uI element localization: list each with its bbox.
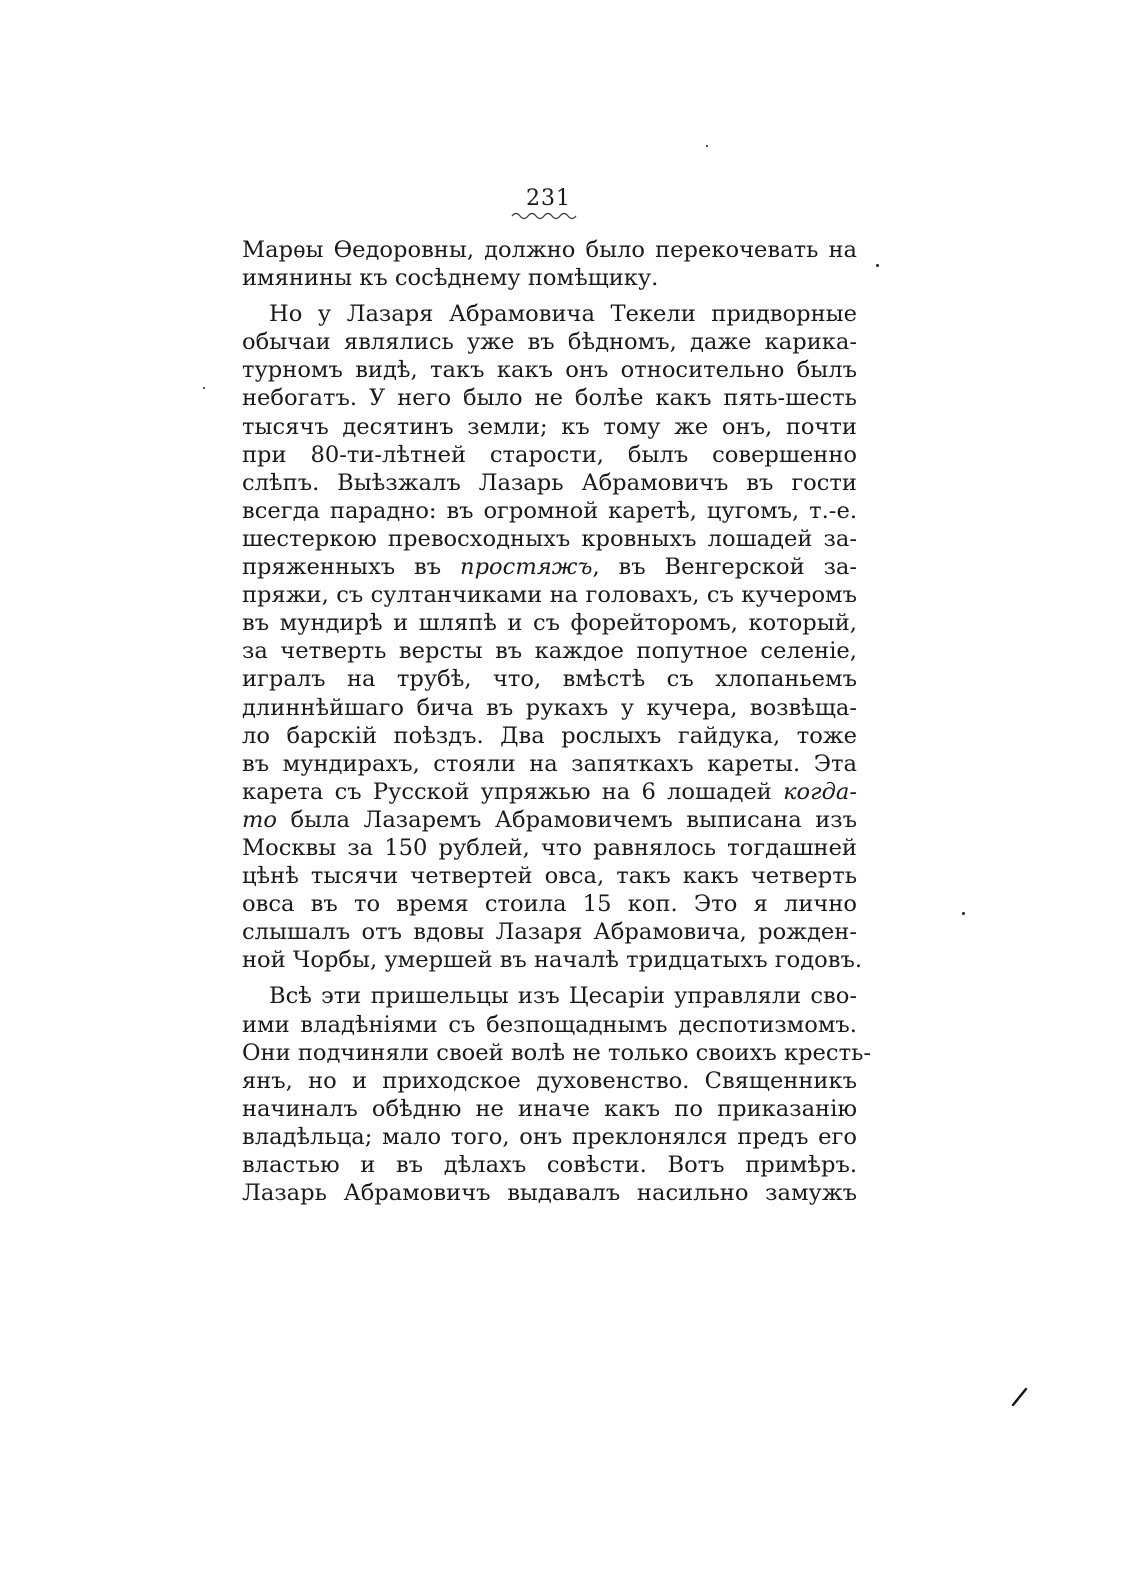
- text-line: Всѣ эти пришельцы изъ Цесаріи управляли сво-: [269, 983, 857, 1010]
- text-line: небогатъ. У него было не болѣе какъ пять-шесть: [242, 385, 857, 412]
- scan-speck: [203, 387, 205, 389]
- text-line: Марѳы Ѳедоровны, должно было перекочевать на: [242, 237, 857, 263]
- text-line: ной Чорбы, умершей въ началѣ тридцатыхъ годовъ.: [242, 947, 863, 974]
- text-line: слѣпъ. Выѣзжалъ Лазарь Абрамовичъ въ гости: [242, 469, 857, 496]
- text-line: имянины къ сосѣднему помѣщику.: [242, 265, 659, 292]
- text-line: турномъ видѣ, такъ какъ онъ относительно былъ: [242, 357, 857, 384]
- text-line: въ мундирѣ и шляпѣ и съ форейторомъ, который,: [242, 610, 857, 637]
- text-line: въ мундирахъ, стояли на запяткахъ кареты. Эта: [242, 750, 857, 777]
- italic-word: простяжъ: [460, 554, 593, 581]
- text-line: Лазарь Абрамовичъ выдавалъ насильно замужъ: [242, 1180, 857, 1207]
- pencil-mark-icon: [1010, 1385, 1030, 1409]
- body-text: [242, 236, 872, 1207]
- scan-speck: [962, 912, 965, 915]
- text-line: то была Лазаремъ Абрамовичемъ выписана изъ: [242, 806, 857, 833]
- wavy-ornament-icon: [510, 210, 580, 220]
- text-line: овса въ то время стоила 15 коп. Это я лично: [242, 891, 857, 918]
- text-line: тысячъ десятинъ земли; къ тому же онъ, почти: [242, 413, 857, 440]
- text-line: владѣльца; мало того, онъ преклонялся предъ его: [242, 1123, 857, 1150]
- text-line: длиннѣйшаго бича въ рукахъ у кучера, возвѣща-: [242, 694, 857, 721]
- italic-word: то: [242, 806, 278, 833]
- scan-speck: [876, 264, 879, 267]
- text-line: игралъ на трубѣ, что, вмѣстѣ съ хлопаньемъ: [242, 666, 857, 693]
- text-line: слышалъ отъ вдовы Лазаря Абрамовича, рожден-: [242, 919, 857, 946]
- text-line: цѣнѣ тысячи четвертей овса, такъ какъ четверть: [242, 863, 857, 890]
- italic-word: когда-: [783, 778, 857, 805]
- text-line: шестеркою превосходныхъ кровныхъ лошадей за-: [242, 525, 857, 552]
- text-line: начиналъ обѣдню не иначе какъ по приказанію: [242, 1095, 857, 1122]
- page-number: 231: [526, 186, 571, 211]
- text-line: всегда парадно: въ огромной каретѣ, цугомъ, т.-е.: [242, 497, 857, 524]
- text-line: пряжи, съ султанчиками на головахъ, съ кучеромъ: [242, 582, 857, 609]
- text-line: янъ, но и приходское духовенство. Священникъ: [242, 1067, 857, 1094]
- text-line: ло барскій поѣздъ. Два рослыхъ гайдука, тоже: [242, 722, 857, 749]
- scan-speck: [706, 145, 708, 147]
- text-line: Но у Лазаря Абрамовича Текели придворные: [269, 301, 857, 328]
- text-line: за четверть версты въ каждое попутное селеніе,: [242, 638, 857, 665]
- text-line: карета съ Русской упряжью на 6 лошадей когда-: [242, 778, 857, 805]
- text-line: обычаи являлись уже въ бѣдномъ, даже карика-: [242, 329, 857, 356]
- text-line: Москвы за 150 рублей, что равнялось тогдашней: [242, 834, 857, 861]
- text-line: пряженныхъ въ простяжъ, въ Венгерской за-: [242, 554, 857, 581]
- text-line: Они подчиняли своей волѣ не только своихъ кресть-: [242, 1039, 872, 1066]
- text-line: при 80-ти-лѣтней старости, былъ совершенно: [242, 441, 857, 468]
- text-line: властью и въ дѣлахъ совѣсти. Вотъ примѣръ.: [242, 1152, 857, 1178]
- text-line: ими владѣніями съ безпощаднымъ деспотизмомъ.: [242, 1011, 857, 1038]
